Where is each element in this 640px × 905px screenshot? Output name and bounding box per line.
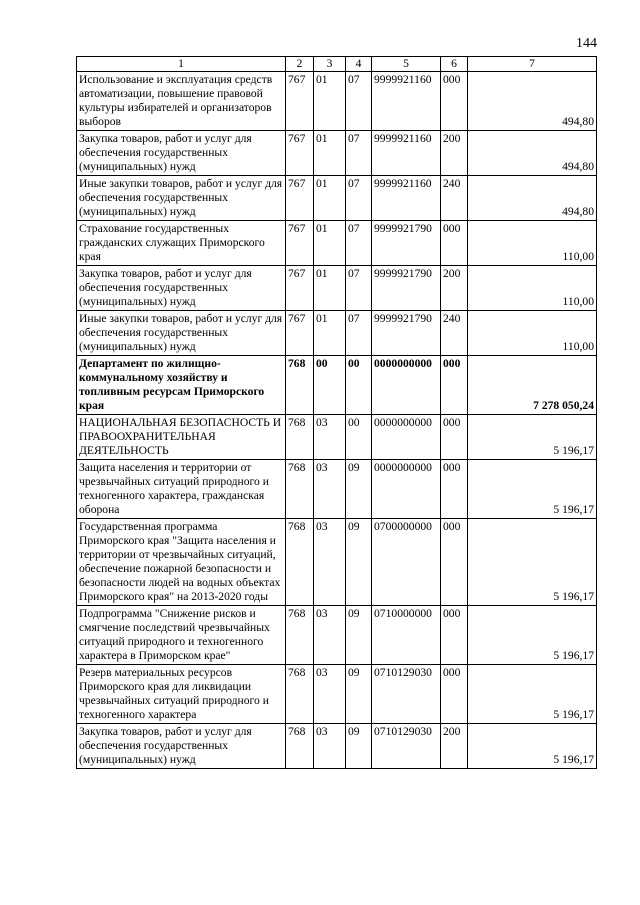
row-subsection-cell: 07 <box>346 266 372 311</box>
row-admin-code-cell: 768 <box>286 724 314 769</box>
row-section-cell: 01 <box>314 311 346 356</box>
row-expense-type-cell: 200 <box>441 724 468 769</box>
row-target-article-cell: 0000000000 <box>372 415 441 460</box>
table-row <box>77 415 597 460</box>
row-expense-type-cell: 200 <box>441 131 468 176</box>
row-target-article-cell: 9999921160 <box>372 176 441 221</box>
header-cell: 7 <box>468 57 597 72</box>
header-cell: 3 <box>314 57 346 72</box>
row-amount-cell: 5 196,17 <box>468 606 597 665</box>
table-row <box>77 606 597 665</box>
table-row <box>77 356 597 415</box>
row-subsection-cell: 07 <box>346 176 372 221</box>
row-subsection-cell: 09 <box>346 460 372 519</box>
row-subsection-cell: 07 <box>346 131 372 176</box>
row-amount-cell: 7 278 050,24 <box>468 356 597 415</box>
row-target-article-cell: 0000000000 <box>372 356 441 415</box>
budget-table <box>76 56 597 769</box>
row-amount-cell: 110,00 <box>468 266 597 311</box>
row-target-article-cell: 9999921790 <box>372 311 441 356</box>
row-subsection-cell: 09 <box>346 606 372 665</box>
row-section-cell: 01 <box>314 176 346 221</box>
header-cell: 2 <box>286 57 314 72</box>
row-admin-code-cell: 768 <box>286 415 314 460</box>
header-cell: 6 <box>441 57 468 72</box>
row-expense-type-cell: 240 <box>441 176 468 221</box>
row-expense-type-cell: 000 <box>441 221 468 266</box>
row-expense-type-cell: 240 <box>441 311 468 356</box>
row-target-article-cell: 0000000000 <box>372 460 441 519</box>
row-name-cell: Закупка товаров, работ и услуг для обеспечения государственных (муниципальных) нужд <box>77 131 286 176</box>
table-row <box>77 460 597 519</box>
row-name-cell: Подпрограмма "Снижение рисков и смягчение последствий чрезвычайных ситуаций природного и техногенного характера в Приморском крае" <box>77 606 286 665</box>
row-subsection-cell: 07 <box>346 72 372 131</box>
row-admin-code-cell: 767 <box>286 221 314 266</box>
row-admin-code-cell: 767 <box>286 131 314 176</box>
row-section-cell: 03 <box>314 460 346 519</box>
row-expense-type-cell: 000 <box>441 665 468 724</box>
row-target-article-cell: 9999921160 <box>372 72 441 131</box>
row-admin-code-cell: 768 <box>286 606 314 665</box>
table-row <box>77 311 597 356</box>
row-subsection-cell: 09 <box>346 519 372 606</box>
row-name-cell: Иные закупки товаров, работ и услуг для обеспечения государственных (муниципальных) нужд <box>77 311 286 356</box>
row-target-article-cell: 9999921790 <box>372 266 441 311</box>
table-row <box>77 176 597 221</box>
table-row <box>77 72 597 131</box>
header-cell: 5 <box>372 57 441 72</box>
row-name-cell: Иные закупки товаров, работ и услуг для обеспечения государственных (муниципальных) нужд <box>77 176 286 221</box>
row-name-cell: Закупка товаров, работ и услуг для обеспечения государственных (муниципальных) нужд <box>77 266 286 311</box>
row-subsection-cell: 07 <box>346 221 372 266</box>
row-amount-cell: 5 196,17 <box>468 460 597 519</box>
page-number: 144 <box>576 36 597 51</box>
table-row <box>77 221 597 266</box>
row-name-cell: Закупка товаров, работ и услуг для обеспечения государственных (муниципальных) нужд <box>77 724 286 769</box>
row-amount-cell: 494,80 <box>468 72 597 131</box>
row-subsection-cell: 00 <box>346 356 372 415</box>
row-admin-code-cell: 768 <box>286 665 314 724</box>
row-section-cell: 03 <box>314 665 346 724</box>
row-name-cell: Защита населения и территории от чрезвычайных ситуаций природного и техногенного характера, гражданская оборона <box>77 460 286 519</box>
row-section-cell: 01 <box>314 72 346 131</box>
row-amount-cell: 110,00 <box>468 311 597 356</box>
row-expense-type-cell: 000 <box>441 460 468 519</box>
row-name-cell: Департамент по жилищно-коммунальному хозяйству и топливным ресурсам Приморского края <box>77 356 286 415</box>
row-amount-cell: 494,80 <box>468 131 597 176</box>
row-target-article-cell: 0710000000 <box>372 606 441 665</box>
row-amount-cell: 5 196,17 <box>468 415 597 460</box>
row-amount-cell: 110,00 <box>468 221 597 266</box>
row-section-cell: 03 <box>314 415 346 460</box>
row-subsection-cell: 09 <box>346 665 372 724</box>
row-expense-type-cell: 000 <box>441 356 468 415</box>
row-subsection-cell: 07 <box>346 311 372 356</box>
row-target-article-cell: 0700000000 <box>372 519 441 606</box>
row-amount-cell: 5 196,17 <box>468 519 597 606</box>
table-row <box>77 724 597 769</box>
row-target-article-cell: 9999921790 <box>372 221 441 266</box>
row-section-cell: 03 <box>314 724 346 769</box>
row-admin-code-cell: 767 <box>286 72 314 131</box>
row-target-article-cell: 0710129030 <box>372 724 441 769</box>
row-subsection-cell: 09 <box>346 724 372 769</box>
row-admin-code-cell: 767 <box>286 266 314 311</box>
row-amount-cell: 5 196,17 <box>468 665 597 724</box>
table-row <box>77 519 597 606</box>
row-subsection-cell: 00 <box>346 415 372 460</box>
row-admin-code-cell: 768 <box>286 460 314 519</box>
row-section-cell: 00 <box>314 356 346 415</box>
row-name-cell: Страхование государственных гражданских служащих Приморского края <box>77 221 286 266</box>
table-header-row <box>77 57 597 72</box>
row-expense-type-cell: 000 <box>441 606 468 665</box>
row-name-cell: Использование и эксплуатация средств автоматизации, повышение правовой культуры избирателей и организаторов выборов <box>77 72 286 131</box>
header-cell: 1 <box>77 57 286 72</box>
row-name-cell: НАЦИОНАЛЬНАЯ БЕЗОПАСНОСТЬ И ПРАВООХРАНИТЕЛЬНАЯ ДЕЯТЕЛЬНОСТЬ <box>77 415 286 460</box>
row-name-cell: Государственная программа Приморского края "Защита населения и территории от чрезвычайных ситуаций, обеспечение пожарной безопасности и безопасности людей на водных объектах Приморского края" на 2013-2020 годы <box>77 519 286 606</box>
row-expense-type-cell: 000 <box>441 415 468 460</box>
row-section-cell: 01 <box>314 131 346 176</box>
row-admin-code-cell: 767 <box>286 176 314 221</box>
header-cell: 4 <box>346 57 372 72</box>
row-section-cell: 01 <box>314 266 346 311</box>
row-expense-type-cell: 000 <box>441 519 468 606</box>
table-row <box>77 665 597 724</box>
row-admin-code-cell: 768 <box>286 356 314 415</box>
row-expense-type-cell: 200 <box>441 266 468 311</box>
row-section-cell: 01 <box>314 221 346 266</box>
row-admin-code-cell: 768 <box>286 519 314 606</box>
table-row <box>77 266 597 311</box>
table-row <box>77 131 597 176</box>
row-expense-type-cell: 000 <box>441 72 468 131</box>
row-section-cell: 03 <box>314 519 346 606</box>
row-target-article-cell: 0710129030 <box>372 665 441 724</box>
row-name-cell: Резерв материальных ресурсов Приморского края для ликвидации чрезвычайных ситуаций природного и техногенного характера <box>77 665 286 724</box>
row-section-cell: 03 <box>314 606 346 665</box>
row-amount-cell: 5 196,17 <box>468 724 597 769</box>
row-amount-cell: 494,80 <box>468 176 597 221</box>
row-admin-code-cell: 767 <box>286 311 314 356</box>
row-target-article-cell: 9999921160 <box>372 131 441 176</box>
